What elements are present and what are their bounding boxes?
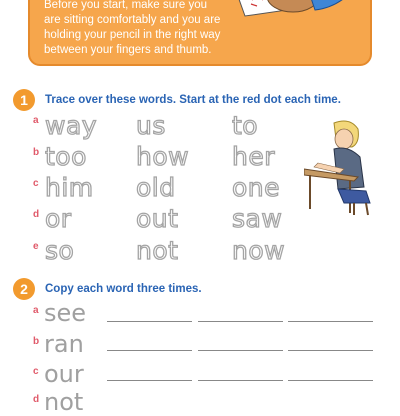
row-letter: d — [33, 394, 40, 405]
trace-word: or — [45, 204, 72, 233]
intro-line: are sitting comfortably and you are — [44, 14, 221, 26]
writing-line[interactable] — [107, 321, 192, 322]
writing-line[interactable] — [288, 380, 373, 381]
trace-word: one — [232, 173, 281, 202]
writing-line[interactable] — [198, 321, 283, 322]
intro-line: Before you start, make sure you — [44, 0, 207, 11]
copy-word: see — [44, 299, 87, 327]
trace-word: too — [45, 142, 87, 171]
writing-line[interactable] — [288, 350, 373, 351]
writing-line[interactable] — [107, 380, 192, 381]
row-letter: e — [33, 241, 39, 252]
section-2-title: Copy each word three times. — [45, 283, 202, 295]
section-2-number: 2 — [13, 278, 35, 300]
row-letter: c — [33, 366, 39, 377]
intro-text — [44, 0, 244, 58]
copy-word: our — [44, 360, 84, 388]
row-letter: b — [33, 147, 40, 158]
section-1-number: 1 — [13, 89, 35, 111]
row-letter: c — [33, 178, 39, 189]
child-writing-illustration — [304, 117, 384, 217]
writing-line[interactable] — [198, 350, 283, 351]
trace-word: old — [136, 173, 176, 202]
copy-word: not — [44, 388, 84, 416]
trace-word: him — [45, 173, 94, 202]
row-letter: d — [33, 209, 40, 220]
writing-line[interactable] — [107, 350, 192, 351]
trace-word: not — [136, 236, 179, 265]
trace-word: out — [136, 204, 179, 233]
trace-word: how — [136, 142, 190, 171]
intro-line: between your fingers and thumb. — [44, 44, 212, 56]
trace-word: way — [45, 111, 98, 140]
trace-word: now — [232, 236, 286, 265]
intro-line: holding your pencil in the right way — [44, 29, 221, 41]
writing-line[interactable] — [198, 380, 283, 381]
trace-word: us — [136, 111, 166, 140]
copy-word: ran — [44, 330, 84, 358]
bird-mascot-illustration — [225, 0, 355, 30]
writing-line[interactable] — [288, 321, 373, 322]
section-1-title: Trace over these words. Start at the red dot each time. — [45, 94, 341, 106]
trace-word: to — [232, 111, 259, 140]
trace-word: so — [45, 236, 75, 265]
row-letter: a — [33, 115, 39, 126]
trace-word: her — [232, 142, 276, 171]
row-letter: b — [33, 336, 40, 347]
trace-word: saw — [232, 204, 283, 233]
row-letter: a — [33, 305, 39, 316]
